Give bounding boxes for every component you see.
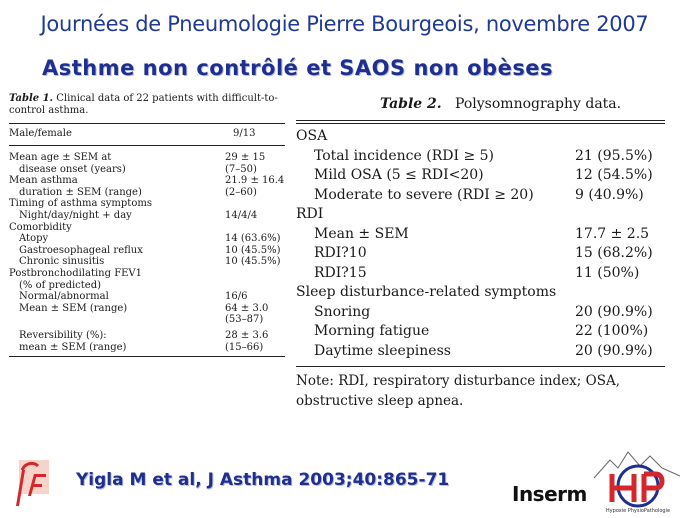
table-row: [9, 222, 285, 234]
row-label: Mean age ± SEM at: [9, 152, 112, 163]
row-value: 21 (95.5%): [575, 147, 653, 164]
table-row: [9, 152, 285, 164]
row-value: 11 (50%): [575, 264, 640, 281]
row-label: Normal/abnormal: [19, 291, 109, 303]
row-label: mean ± SEM (range): [19, 341, 127, 353]
row-label: Mean ± SEM (range): [19, 302, 128, 314]
jf-logo-graphic: [6, 456, 54, 512]
table-row: [9, 303, 285, 315]
row-label: Gastroesophageal reflux: [19, 244, 143, 256]
row-value: 64 ± 3.0: [225, 302, 269, 314]
table-row: [296, 127, 665, 147]
row-label: Atopy: [19, 233, 49, 245]
table-row: [296, 244, 665, 264]
row-label: [9, 314, 225, 326]
table-1-header-label: Male/female: [9, 128, 72, 139]
row-value: 14/4/4: [225, 209, 258, 221]
table-1: [9, 93, 285, 357]
row-label: Moderate to severe (RDI ≥ 20): [314, 186, 534, 203]
row-label: Reversibility (%):: [19, 329, 107, 341]
table-row: [9, 256, 285, 268]
row-value: (15–66): [225, 341, 264, 353]
row-value: [575, 127, 665, 147]
row-value: 22 (100%): [575, 323, 649, 339]
table-1-body: [9, 152, 285, 353]
row-value: 20 (90.9%): [575, 342, 653, 359]
row-label: duration ± SEM (range): [19, 186, 142, 198]
table-row: [9, 291, 285, 303]
row-value: [225, 280, 285, 292]
row-label: Timing of asthma symptoms: [9, 198, 152, 210]
row-label: Comorbidity: [9, 221, 72, 233]
table-row: [9, 198, 285, 210]
inserm-logo: Inserm: [512, 482, 587, 506]
row-label: disease onset (years): [19, 163, 126, 175]
row-value: [575, 205, 665, 225]
table-2-caption: [296, 93, 665, 115]
row-label: (% of predicted): [19, 279, 102, 291]
row-value: [225, 268, 285, 280]
table-row: [9, 187, 285, 199]
table-2-caption-label: Table 2.: [380, 96, 442, 112]
row-label: RDI: [296, 206, 324, 222]
table-row: [9, 330, 285, 342]
hp-logo: [592, 448, 684, 518]
table-row: [9, 245, 285, 257]
row-value: 28 ± 3.6: [225, 329, 269, 341]
row-label: Mild OSA (5 ≤ RDI<20): [314, 167, 484, 183]
row-label: Total incidence (RDI ≥ 5): [314, 147, 494, 164]
row-value: [225, 198, 285, 210]
table-row: [296, 225, 665, 245]
table-1-caption-text: Clinical data of 22 patients with difficult-to-control asthma.: [9, 93, 278, 116]
table-row: [296, 342, 665, 362]
row-value: 15 (68.2%): [575, 245, 653, 261]
table-1-caption: [9, 93, 285, 117]
table-row: [296, 322, 665, 342]
table-row: [296, 303, 665, 323]
row-label: RDI?10: [314, 245, 367, 261]
table-row: [9, 314, 285, 326]
row-value: (2–60): [225, 186, 257, 198]
table-row: [296, 283, 665, 303]
row-value: 29 ± 15: [225, 152, 266, 163]
row-label: Daytime sleepiness: [314, 342, 451, 359]
table-1-caption-label: Table 1.: [9, 93, 54, 104]
table-row: [9, 175, 285, 187]
table-2: [296, 93, 665, 411]
hp-logo-graphic: [592, 448, 684, 514]
row-value: (53–87): [225, 314, 264, 326]
row-label: Sleep disturbance-related symptoms: [296, 284, 557, 300]
row-value: (7–50): [225, 163, 257, 175]
row-value: 16/6: [225, 291, 248, 303]
table-row: [9, 210, 285, 222]
table-1-header-row: [9, 124, 285, 146]
table-1-header-value: 9/13: [233, 128, 256, 139]
row-value: [575, 283, 665, 303]
table-2-caption-text: Polysomnography data.: [455, 96, 622, 112]
row-label: OSA: [296, 128, 328, 144]
hp-logo-caption: Hypoxie PhysioPathologie: [605, 508, 671, 514]
table-row: [296, 147, 665, 167]
table-row: [9, 280, 285, 292]
row-label: Snoring: [314, 303, 371, 320]
row-value: 20 (90.9%): [575, 303, 653, 320]
table-row: [9, 268, 285, 280]
row-value: 10 (45.5%): [225, 256, 281, 268]
table-row: [296, 186, 665, 206]
row-value: 10 (45.5%): [225, 244, 281, 256]
table-row: [296, 264, 665, 284]
slide-header-title: Journées de Pneumologie Pierre Bourgeois, novembre 2007: [40, 12, 649, 36]
table-row: [9, 233, 285, 245]
row-value: [225, 222, 285, 234]
row-value: 14 (63.6%): [225, 233, 281, 245]
table-row: [296, 166, 665, 186]
row-label: RDI?15: [314, 264, 367, 281]
row-value: 9 (40.9%): [575, 186, 644, 203]
table-2-note: Note: RDI, respiratory disturbance index; OSA, obstructive sleep apnea.: [296, 373, 620, 409]
table-row: [296, 205, 665, 225]
row-value: 21.9 ± 16.4: [225, 175, 285, 187]
row-label: Night/day/night + day: [19, 209, 132, 221]
row-label: Mean asthma: [9, 175, 78, 187]
table-row: [9, 164, 285, 176]
jf-logo: [6, 456, 54, 516]
row-label: Chronic sinusitis: [19, 256, 105, 268]
row-label: Postbronchodilating FEV1: [9, 267, 143, 279]
row-label: Morning fatigue: [314, 323, 430, 339]
slide-subtitle: Asthme non contrôlé et SAOS non obèses: [42, 56, 554, 80]
row-label: Mean ± SEM: [314, 225, 409, 242]
row-value: 17.7 ± 2.5: [575, 225, 650, 242]
citation: Yigla M et al, J Asthma 2003;40:865-71: [76, 470, 450, 490]
table-row: [9, 342, 285, 354]
row-value: 12 (54.5%): [575, 167, 653, 183]
